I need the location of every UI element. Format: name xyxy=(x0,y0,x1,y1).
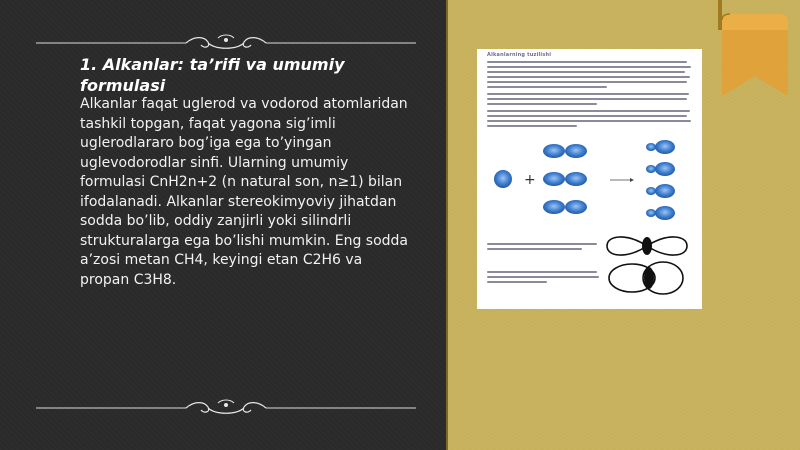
textbook-page-image xyxy=(477,49,702,309)
bookmark-ribbon-icon xyxy=(718,0,790,100)
doc-text-line xyxy=(487,76,690,78)
bottom-ornament-divider xyxy=(36,397,416,419)
doc-text-line xyxy=(487,98,687,100)
doc-text-line xyxy=(487,93,689,95)
doc-text-line xyxy=(487,120,691,122)
doc-text-line xyxy=(487,81,687,83)
hybrid-orbital-diagram xyxy=(477,131,702,309)
doc-text-line xyxy=(487,71,685,73)
doc-text-line xyxy=(487,103,597,105)
doc-text-line xyxy=(487,66,691,68)
svg-text:+: + xyxy=(524,172,536,188)
doc-text-line xyxy=(487,61,687,63)
slide-title: 1. Alkanlar: ta’rifi va umumiy formulasi xyxy=(80,55,345,95)
doc-heading: Alkanlarning tuzilishi xyxy=(487,52,552,58)
doc-text-line xyxy=(487,115,687,117)
doc-text-line xyxy=(487,110,690,112)
doc-text-line xyxy=(487,86,607,88)
top-ornament-divider xyxy=(36,32,416,54)
slide-body-text: Alkanlar faqat uglerod va vodorod atomlaridan tashkil topgan, faqat yagona sig’imli uglerodlararo bog’iga ega to’yingan uglevodorodlar sinfi. Ularning umumiy formulasi CnH2n+2 (n natural son, n≥1) bilan ifodalanadi. Alkanlar stereokimyoviy jihatdan sodda bo’lib, oddiy zanjirli yoki silindrli strukturalarga ega bo’lishi mumkin. Eng sodda a’zosi metan CH4, keyingi etan C2H6 va propan C3H8. xyxy=(80,96,409,288)
doc-text-line xyxy=(487,125,577,127)
